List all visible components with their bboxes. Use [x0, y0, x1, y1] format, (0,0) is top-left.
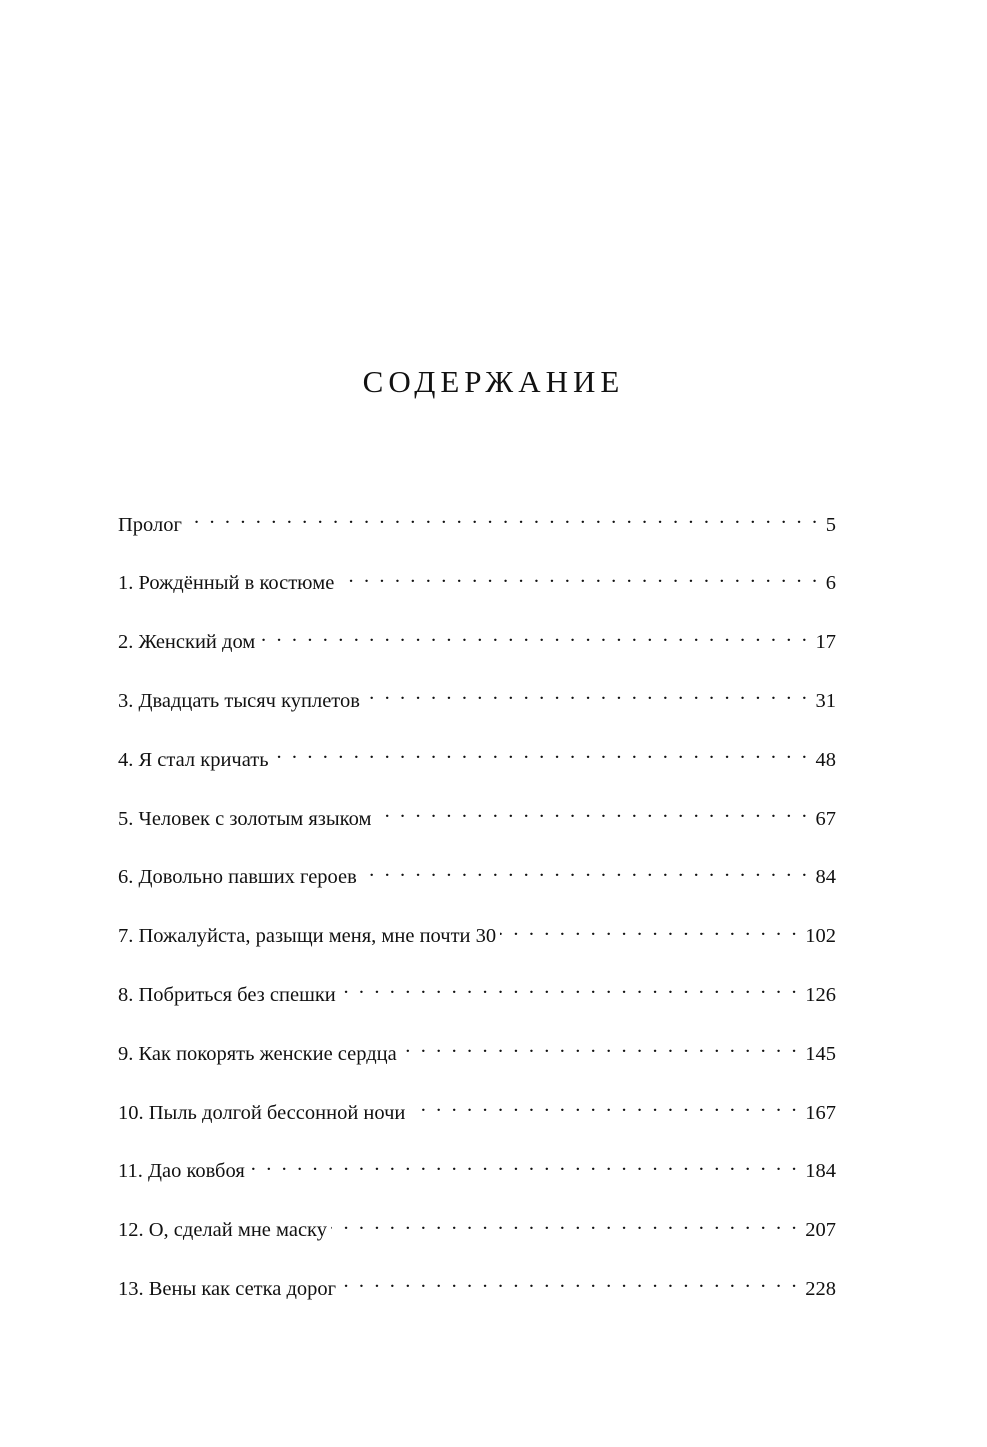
dot-leader [409, 1094, 801, 1119]
toc-entry-label: 12. О, сделай мне маску [118, 1219, 327, 1242]
dot-leader [186, 506, 822, 531]
dot-leader [401, 1035, 802, 1060]
toc-entry-page: 17 [815, 631, 836, 654]
toc-entry-page: 84 [815, 866, 836, 889]
dot-leader [340, 976, 801, 1001]
toc-entry[interactable] [118, 1153, 836, 1212]
toc-entry-label: 6. Довольно павших героев [118, 866, 357, 889]
toc-entry[interactable] [118, 976, 836, 1035]
dot-leader [340, 1270, 801, 1295]
dot-leader [375, 800, 811, 825]
toc-entry[interactable] [118, 918, 836, 977]
toc-entry-label: 10. Пыль долгой бессонной ночи [118, 1101, 406, 1124]
toc-entry-label: 9. Как покорять женские сердца [118, 1042, 397, 1065]
toc-entry[interactable] [118, 1094, 836, 1153]
toc-entry-page: 228 [805, 1277, 836, 1300]
toc-entry-page: 145 [805, 1042, 836, 1065]
toc-entry[interactable] [118, 1270, 836, 1329]
toc-entry[interactable] [118, 506, 836, 565]
toc-entry-page: 184 [805, 1160, 836, 1183]
toc-entry-page: 126 [805, 983, 836, 1006]
page-title: СОДЕРЖАНИЕ [362, 364, 625, 399]
toc-entry[interactable] [118, 741, 836, 800]
dot-leader [500, 918, 801, 943]
toc-entry-page: 167 [805, 1101, 836, 1124]
toc-entry-label: 5. Человек с золотым языком [118, 807, 372, 830]
dot-leader [361, 859, 812, 884]
toc-entry-label: 1. Рождённый в костюме [118, 572, 335, 595]
toc-entry-page: 102 [805, 925, 836, 948]
toc-entry-label: 4. Я стал кричать [118, 748, 269, 771]
toc-entry-label: 3. Двадцать тысяч куплетов [118, 689, 360, 712]
toc-entry[interactable] [118, 565, 836, 624]
toc-entry-label: 13. Вены как сетка дорог [118, 1277, 337, 1300]
toc-entry[interactable] [118, 859, 836, 918]
toc-entry-page: 207 [805, 1219, 836, 1242]
toc-entry-page: 31 [815, 689, 836, 712]
toc-entry[interactable] [118, 682, 836, 741]
toc-entry-page: 67 [815, 807, 836, 830]
toc-entry-label: 8. Побриться без спешки [118, 983, 336, 1006]
toc-entry-page: 5 [825, 513, 836, 536]
toc-entry-label: 2. Женский дом [118, 631, 256, 654]
dot-leader [338, 565, 821, 590]
dot-leader [364, 682, 812, 707]
toc-entry[interactable] [118, 800, 836, 859]
toc-entry[interactable] [118, 624, 836, 683]
toc-entry[interactable] [118, 1035, 836, 1094]
dot-leader [273, 741, 812, 766]
table-of-contents [118, 506, 836, 1329]
dot-leader [331, 1212, 801, 1237]
toc-entry-page: 48 [815, 748, 836, 771]
dot-leader [249, 1153, 802, 1178]
toc-entry-label: Пролог [118, 513, 182, 536]
toc-entry-page: 6 [825, 572, 836, 595]
toc-entry-label: 7. Пожалуйста, разыщи меня, мне почти 30 [118, 925, 497, 948]
toc-entry-label: 11. Дао ковбоя [118, 1160, 245, 1183]
toc-entry[interactable] [118, 1212, 836, 1271]
dot-leader [259, 624, 811, 649]
